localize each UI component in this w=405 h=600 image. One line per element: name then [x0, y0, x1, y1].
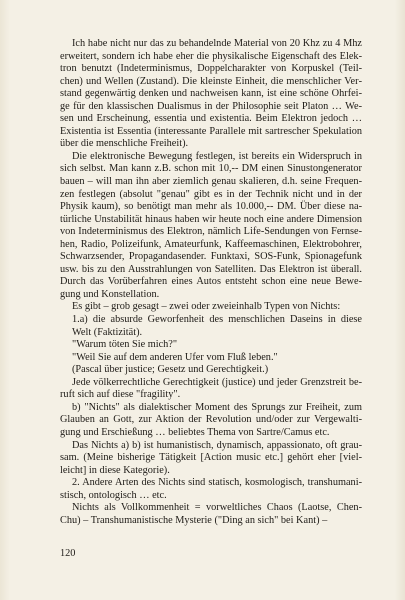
paragraph-4: 1.a) die absurde Geworfenheit des menschlichen Daseins in diese Welt (Faktizität).: [72, 314, 362, 338]
paragraph-10: Das Nichts a) b) ist humanistisch, dynamisch, appassionato, oft grausam. (Meine bisherige Tätigkeit [Action music etc.] gehört eher [vielleicht] in diese Kategorie).: [60, 439, 362, 476]
paragraph-6: "Weil Sie auf dem anderen Ufer vom Fluß leben.": [72, 351, 278, 363]
page-number: 120: [60, 548, 76, 559]
paragraph-7: (Pascal über justice; Gesetz und Gerechtigkeit.): [72, 364, 269, 376]
paragraph-5: "Warum töten Sie mich?": [72, 339, 178, 351]
paragraph-3: Es gibt – grob gesagt – zwei oder zweieinhalb Typen von Nichts:: [72, 301, 341, 313]
paragraph-2: Die elektronische Bewegung festlegen, ist bereits ein Widerspruch in sich selbst. Man kann z.B. schon mit 10,-- DM einen Sinustongenerator bauen – will man ihn aber ziemlich genau skalieren, d.h. seine Frequenzen festlegen (absolut "genau" gibt es in der Technik nicht und in der Physik kaum), so benötigt man mehr als 10.000,-- DM. Über diese natürliche Unstabilität hinaus haben wir heute noch eine andere Dimension von Indeterminismus des Elektron, nämlich Life-Sendungen von Fernsehen, Radio, Polizeifunk, Amateurfunk, Kaffeemaschinen, Elektrobohrer, Schwarzsender, Propagandasender. Funktaxi, SOS-Funk, Spionagefunk usw. bis zu den Ausstrahlungen von Satelliten. Das Elektron ist überall. Durch das Vorüberfahren eines Autos entsteht schon eine neue Bewegung und Konstellation.: [60, 150, 362, 300]
paragraph-12: Nichts als Vollkommenheit = vorweltliches Chaos (Laotse, Chen-Chu) – Transhumanistische Mysterie ("Ding an sich" bei Kant) –: [60, 502, 362, 526]
body-text: [60, 38, 362, 527]
paragraph-9: b) "Nichts" als dialektischer Moment des Sprungs zur Freiheit, zum Glauben an Gott, zur Aktion der Revolution und/oder zur Vergewaltigung und Erschießung … beliebtes Thema von Sartre/Camus etc.: [60, 401, 362, 438]
paragraph-8: Jede völkerrechtliche Gerechtigkeit (justice) und jeder Grenzstreit beruft sich auf diese "fragility".: [60, 376, 362, 401]
paragraph-1: Ich habe nicht nur das zu behandelnde Material von 20 Khz zu 4 Mhz erweitert, sondern ich habe eher die physikalische Eigenschaft des Elektron benutzt (Indeterminismus, Doppelcharakter von Korpuskel (Teilchen) und Wellen (Zustand). Die kleinste Einheit, die menschlicher Verstand gegenwärtig denken und nachweisen kann, ist eine schöne Ohrfeige für den klassischen Dualismus in der Philosophie seit Platon … Wesen und Erscheinung, essentia und existentia. Beim Elektron jedoch … Existentia ist Essentia (interessante Parallele mit sartrescher Spekulation über die menschliche Freiheit).: [60, 38, 362, 150]
paragraph-11: 2. Andere Arten des Nichts sind statisch, kosmologisch, transhumanistisch, ontologisch … etc.: [60, 477, 362, 501]
